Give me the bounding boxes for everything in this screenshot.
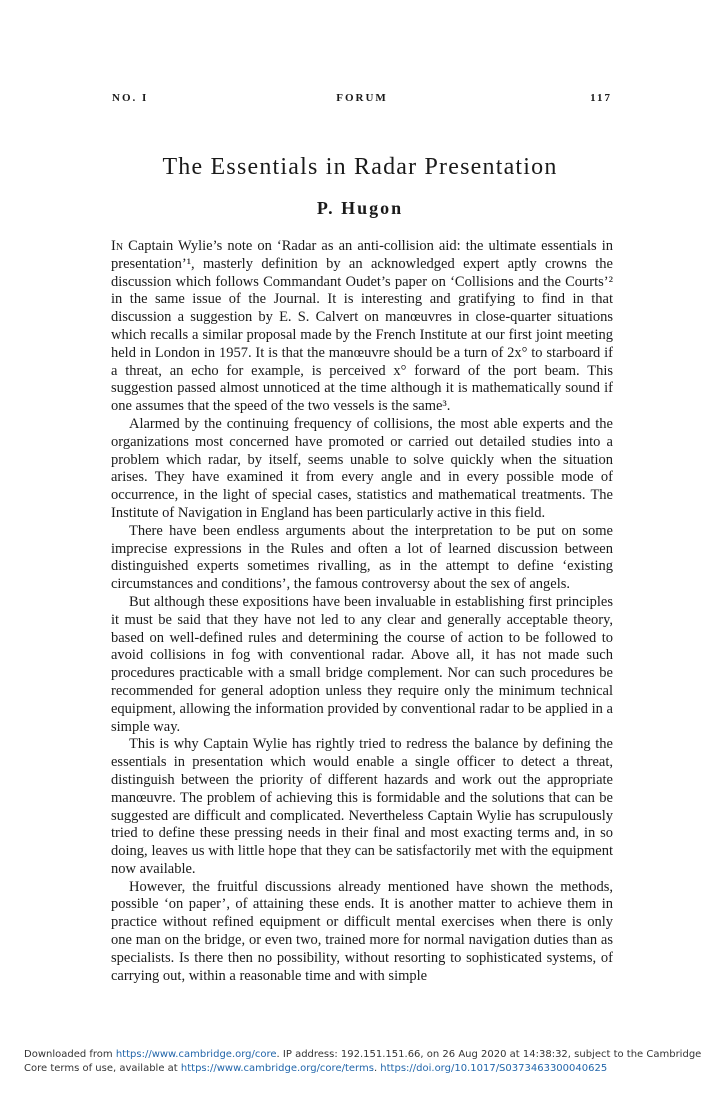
- paragraph-lead: In: [111, 238, 124, 254]
- page-number: 117: [590, 92, 612, 104]
- running-head: [112, 92, 612, 108]
- footer-middle: . IP address: 192.151.151.66, on 26 Aug 2020 at 14:38:32, subject to the Cambridge Core terms of use, available at: [24, 1049, 702, 1074]
- doi-link[interactable]: https://doi.org/10.1017/S0373463300040625: [380, 1063, 608, 1074]
- article-title: The Essentials in Radar Presentation: [162, 154, 558, 180]
- footer-prefix: Downloaded from: [24, 1049, 116, 1060]
- paragraph-text: Captain Wylie’s note on ‘Radar as an anti-collision aid: the ultimate essentials in presentation’¹, masterly definition by an acknowledged expert aptly crowns the discussion which follows Commandant Oudet’s paper on ‘Collisions and the Courts’² in the same issue of the Journal. It is interesting and gratifying to find in that discussion a suggestion by E. S. Calvert on manœuvres in close-quarter situations which recalls a similar proposal made by the French Institute at our first joint meeting held in London in 1957. It is that the manœuvre should be a turn of 2x° to starboard if a threat, an echo for example, is perceived x° forward of the port beam. This suggestion passed almost unnoticed at the time although it is mathematically sound if one assumes that the speed of the two vessels is the same³.: [111, 238, 613, 415]
- cambridge-core-link[interactable]: https://www.cambridge.org/core: [115, 1049, 277, 1060]
- paragraph-6: However, the fruitful discussions already mentioned have shown the methods, possible ‘on paper’, of attaining these ends. It is another matter to achieve them in practice without refined equipment or difficult mental exercises when there is only one man on the bridge, or even two, trained more for normal navigation duties than as specialists. Is there then no possibility, without resorting to sophisticated systems, of carrying out, within a reasonable time and with simple: [111, 878, 613, 984]
- paragraph-3: There have been endless arguments about the interpretation to be put on some imprecise expressions in the Rules and often a lot of learned discussion between distinguished experts sometimes rivalling, as in the attempt to define ‘existing circumstances and conditions’, the famous controversy about the sex of angels.: [111, 522, 613, 593]
- section-name: FORUM: [336, 92, 388, 104]
- paragraph-1: [111, 238, 613, 416]
- article-body: [111, 238, 613, 985]
- article-author: P. Hugon: [316, 198, 404, 218]
- paragraph-4: But although these expositions have been invaluable in establishing first principles it must be said that they have not led to any clear and generally acceptable theory, based on well-defined rules and determining the course of action to be followed to avoid collisions in fog with conventional radar. Above all, it has not made such procedures practicable with a small bridge complement. Nor can such procedures be recommended for general adoption unless they require only the minimum technical equipment, allowing the information provided by conventional radar to be applied in a simple way.: [111, 593, 613, 735]
- paragraph-2: Alarmed by the continuing frequency of collisions, the most able experts and the organizations most concerned have promoted or carried out detailed studies into a problem which radar, by itself, seems unable to solve quickly when the situation arises. They have examined it from every angle and in every possible mode of occurrence, in the light of special cases, statistics and mathematical treatments. The Institute of Navigation in England has been particularly active in this field.: [111, 415, 613, 521]
- issue-number: NO. I: [112, 92, 149, 104]
- terms-link[interactable]: https://www.cambridge.org/core/terms: [180, 1063, 374, 1074]
- footer-separator: .: [373, 1063, 381, 1074]
- paragraph-5: This is why Captain Wylie has rightly tried to redress the balance by defining the essentials in presentation which would enable a single officer to detect a threat, distinguish between the priority of different hazards and work out the appropriate manœuvre. The problem of achieving this is formidable and the solutions that can be suggested are difficult and complicated. Nevertheless Captain Wylie has scrupulously tried to define these pressing needs in their final and most exacting terms and, in so doing, leaves us with little hope that they can be satisfactorily met with the equipment now available.: [111, 736, 613, 877]
- download-footer: [24, 1048, 704, 1076]
